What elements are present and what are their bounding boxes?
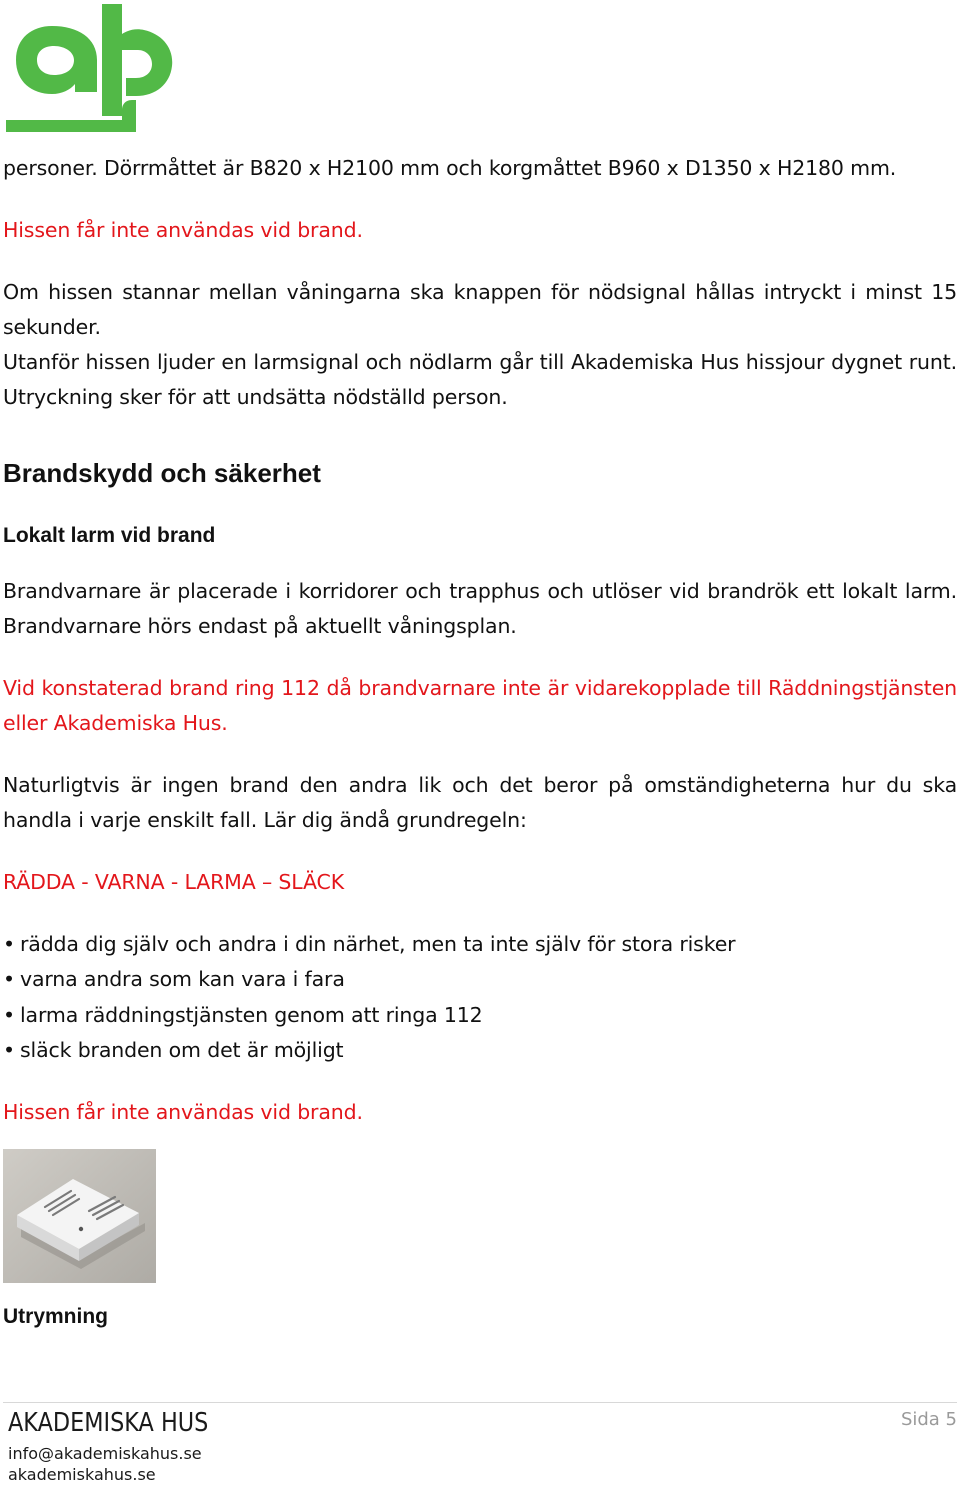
fire-elevator-warning: Hissen får inte användas vid brand. (3, 1100, 363, 1124)
list-item: • rädda dig själv och andra i din närhet, men ta inte själv för stora risker (3, 927, 735, 962)
bullet-icon: • (3, 932, 15, 956)
footer-email[interactable]: info@akademiskahus.se (8, 1444, 202, 1463)
smoke-detector-icon (3, 1149, 156, 1283)
call-112-warning: Vid konstaterad brand ring 112 då brandvarnare inte är vidarekopplade till Räddningstjänsten eller Akademiska Hus. (3, 676, 957, 735)
bullet-icon: • (3, 1037, 15, 1062)
list-item: • larma räddningstjänsten genom att ringa 112 (3, 998, 735, 1033)
fire-rule-list (3, 927, 735, 1068)
basic-rule: RÄDDA - VARNA - LARMA – SLÄCK (3, 870, 344, 894)
local-alarm-subheading: Lokalt larm vid brand (3, 524, 216, 547)
elevator-fire-warning: Hissen får inte användas vid brand. (3, 218, 363, 242)
evacuation-heading: Utrymning (3, 1305, 108, 1328)
akademiska-hus-logo-icon (2, 0, 174, 136)
footer-website[interactable]: akademiskahus.se (8, 1465, 156, 1484)
bullet-icon: • (3, 967, 15, 992)
list-item: • släck branden om det är möjligt (3, 1033, 735, 1068)
smoke-detector-info: Brandvarnare är placerade i korridorer och trapphus och utlöser vid brandrök ett lokalt larm. Brandvarnare hörs endast på aktuellt våningsplan. (3, 579, 957, 638)
bullet-icon: • (3, 1002, 15, 1027)
elevator-alarm-info: Utanför hissen ljuder en larmsignal och nödlarm går till Akademiska Hus hissjour dygnet runt. Utryckning sker för att undsätta nödställd person. (3, 350, 957, 409)
elevator-dimensions-text: personer. Dörrmåttet är B820 x H2100 mm och korgmåttet B960 x D1350 x H2180 mm. (3, 156, 897, 180)
elevator-stop-instructions: Om hissen stannar mellan våningarna ska knappen för nödsignal hållas intryckt i minst 15 sekunder. (3, 280, 957, 339)
list-item: • varna andra som kan vara i fara (3, 962, 735, 997)
footer-brand: AKADEMISKA HUS (8, 1408, 209, 1438)
fire-safety-heading: Brandskydd och säkerhet (3, 458, 321, 488)
smoke-detector-photo (3, 1149, 156, 1283)
footer-divider (3, 1402, 957, 1403)
basic-rule-intro: Naturligtvis är ingen brand den andra lik och det beror på omständigheterna hur du ska handla i varje enskilt fall. Lär dig ändå grundregeln: (3, 773, 957, 832)
page-number: Sida 5 (900, 1409, 957, 1430)
